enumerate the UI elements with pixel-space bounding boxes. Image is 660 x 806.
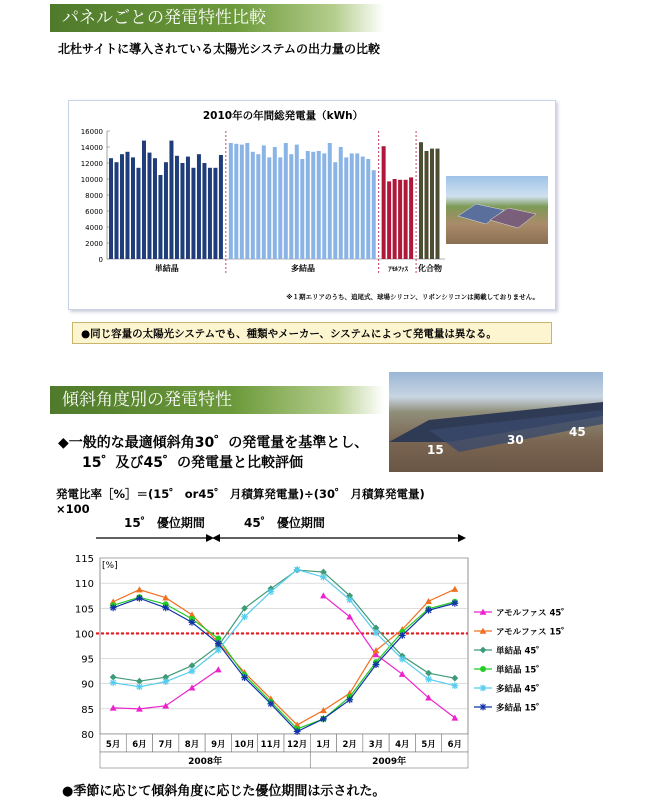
data-point (110, 679, 117, 686)
category-label: 2月 (342, 740, 357, 750)
bar (175, 156, 179, 259)
bar (114, 162, 118, 259)
bar-y-tick-label: 10000 (80, 176, 103, 184)
bar-group-label: 多結晶 (291, 264, 316, 273)
bar (372, 170, 376, 259)
bar-y-tick-label: 6000 (85, 208, 103, 216)
line-y-tick-label: 85 (81, 704, 94, 716)
bar (317, 151, 321, 259)
bar (387, 181, 391, 259)
bar (245, 143, 249, 259)
category-label: 6月 (447, 740, 463, 750)
bar (398, 180, 402, 259)
section2-desc-line1: ◆一般的な最適傾斜角30゜の発電量を基準とし、 (58, 435, 369, 451)
data-point (399, 656, 406, 663)
bar (169, 141, 173, 259)
legend-label: 単結晶 15゜ (496, 665, 545, 676)
conclusion: ●季節に応じて傾斜角度に応じた優位期間は示された。 (62, 784, 386, 799)
bar (306, 151, 310, 259)
photo-label-30: 30 (507, 433, 524, 447)
bar (382, 146, 386, 259)
category-label: 7月 (158, 740, 173, 750)
bar (197, 154, 201, 259)
data-point (451, 600, 458, 607)
data-point (136, 683, 143, 690)
photo-label-15: 15 (427, 443, 444, 457)
bar (142, 141, 146, 259)
data-point (346, 696, 353, 703)
section1-note: ●同じ容量の太陽光システムでも、種類やメーカー、システムによって発電量は異なる。 (72, 322, 552, 344)
bar (419, 142, 423, 259)
data-point (480, 704, 487, 711)
section2-title: 傾斜角度別の発電特性 (62, 390, 232, 410)
legend-label: アモルファス 45゜ (496, 608, 570, 619)
bar-group-label: 単結晶 (154, 264, 179, 273)
bar-y-tick-label: 8000 (85, 192, 103, 200)
bar (219, 155, 223, 259)
data-point (480, 666, 486, 672)
data-point (425, 607, 432, 614)
data-point (215, 647, 222, 654)
bar (109, 158, 113, 259)
bar-chart-title: 2010年の年間総発電量（kWh） (202, 110, 364, 122)
bar-y-tick-label: 12000 (80, 160, 103, 168)
section1-header (50, 4, 384, 32)
bar (355, 153, 359, 259)
legend-label: 単結晶 45゜ (496, 646, 545, 657)
line-y-tick-label: 80 (81, 730, 94, 741)
bar (164, 162, 168, 259)
category-label: 6月 (132, 740, 147, 750)
data-point (162, 604, 169, 611)
data-point (480, 685, 487, 692)
line-y-tick-label: 110 (74, 579, 94, 591)
bar (202, 163, 206, 259)
bar (256, 154, 260, 259)
bar (180, 163, 184, 259)
bar (350, 153, 354, 259)
legend-label: 多結晶 45゜ (496, 684, 545, 695)
data-point (425, 676, 432, 683)
bar (278, 157, 282, 259)
bar (234, 144, 238, 259)
bar (284, 143, 288, 259)
bar (361, 157, 365, 259)
bar (311, 152, 315, 259)
bar (425, 151, 429, 259)
year-label: 2008年 (188, 757, 223, 767)
data-point (241, 674, 248, 681)
bar (295, 145, 299, 259)
bar (289, 154, 293, 259)
year-label: 2009年 (372, 757, 407, 767)
category-label: 9月 (211, 740, 226, 750)
category-label: 4月 (395, 740, 410, 750)
category-label: 11月 (260, 740, 282, 750)
bar (339, 147, 343, 259)
bar (213, 168, 217, 259)
line-y-label: [%] (102, 561, 118, 571)
data-point (399, 632, 406, 639)
data-point (294, 728, 301, 735)
category-label: 1月 (316, 740, 331, 750)
formula-line1: 発電比率［%］＝(15゜ or45゜ 月積算発電量)÷(30゜ 月積算発電量) (56, 487, 425, 501)
bar-y-tick-label: 14000 (80, 144, 103, 152)
data-point (241, 613, 248, 620)
data-point (373, 661, 380, 668)
legend-label: アモルファス 15゜ (496, 627, 570, 638)
category-label: 12月 (286, 740, 308, 750)
line-y-tick-label: 105 (74, 604, 94, 616)
period-45-label: 45゜ 優位期間 (244, 516, 325, 530)
data-point (189, 619, 196, 626)
bar (409, 177, 413, 259)
line-y-tick-label: 95 (81, 654, 94, 666)
data-point (136, 595, 143, 602)
bar (300, 159, 304, 259)
section1-title: パネルごとの発電特性比較 (62, 8, 266, 28)
solar-panel-photo (446, 176, 548, 244)
category-label: 3月 (368, 740, 384, 750)
bar (262, 145, 266, 259)
tilt-angle-photo (389, 372, 603, 472)
formula-line2: ×100 (56, 502, 90, 516)
bar (404, 180, 408, 259)
period-15-label: 15゜ 優位期間 (124, 516, 205, 530)
section2-header (50, 386, 384, 414)
category-label: 5月 (105, 740, 121, 750)
bar (131, 157, 135, 259)
bar (393, 179, 397, 259)
bar-group-label: ｱﾓﾙﾌｧｽ (388, 265, 408, 273)
data-point (346, 596, 353, 603)
legend-label: 多結晶 15゜ (496, 703, 545, 714)
bar (328, 143, 332, 259)
bar-y-tick-label: 0 (98, 256, 103, 264)
category-label: 10月 (234, 740, 255, 750)
category-label: 8月 (184, 740, 200, 750)
bar (125, 152, 129, 259)
category-label: 5月 (421, 740, 436, 750)
line-chart (60, 544, 570, 776)
data-point (267, 700, 274, 707)
bar (208, 168, 212, 259)
bar (251, 152, 255, 259)
data-point (162, 678, 169, 685)
bar (344, 157, 348, 259)
bar-chart-footnote: ※１期エリアのうち、追尾式、球場シリコン、リボンシリコンは掲載しておりません。 (286, 293, 539, 301)
data-point (320, 716, 327, 723)
bar (322, 153, 326, 259)
bar-y-tick-label: 16000 (80, 128, 103, 136)
data-point (267, 588, 274, 595)
bar (191, 168, 195, 259)
line-y-tick-label: 115 (74, 554, 94, 565)
bar (273, 147, 277, 259)
section1-subtitle: 北杜サイトに導入されている太陽光システムの出力量の比較 (58, 42, 380, 56)
bar (436, 149, 440, 259)
bar (240, 145, 244, 259)
bar (158, 175, 162, 259)
data-point (480, 647, 487, 654)
section2-desc-line2: 15゜及び45゜の発電量と比較評価 (82, 455, 303, 471)
bar (153, 158, 157, 259)
data-point (215, 640, 222, 647)
bar (147, 153, 151, 259)
data-point (373, 630, 380, 637)
data-point (294, 566, 301, 573)
line-y-tick-label: 100 (74, 629, 94, 641)
bar-y-tick-label: 4000 (85, 224, 103, 232)
data-point (320, 574, 327, 581)
bar (267, 157, 271, 259)
data-point (110, 604, 117, 611)
bar (333, 162, 337, 259)
bar-group-label: 化合物 (418, 264, 443, 273)
bar (430, 149, 434, 259)
data-point (189, 668, 196, 675)
data-point (451, 682, 458, 689)
bar (120, 154, 124, 259)
bar (229, 143, 233, 259)
bar (186, 157, 190, 259)
bar-y-tick-label: 2000 (85, 240, 103, 248)
line-y-tick-label: 90 (81, 679, 94, 691)
bar (136, 168, 140, 259)
bar (366, 159, 370, 259)
photo-label-45: 45 (569, 425, 586, 439)
